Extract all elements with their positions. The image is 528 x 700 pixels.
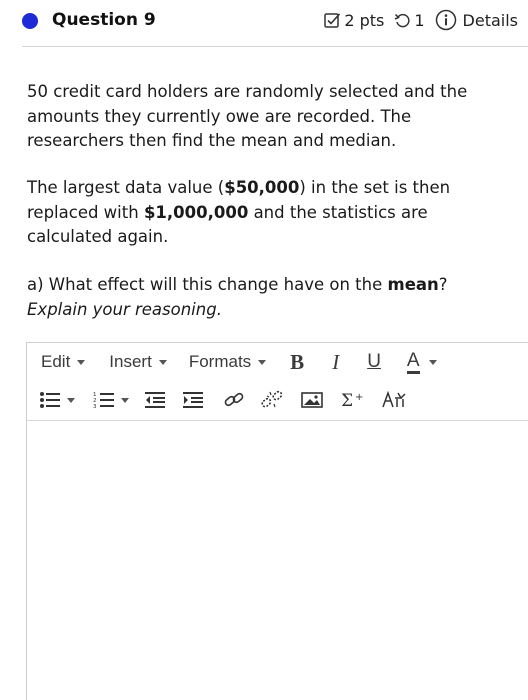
rtl-icon[interactable] bbox=[381, 390, 407, 410]
status-dot bbox=[22, 13, 38, 29]
editor-toolbar bbox=[27, 383, 528, 417]
prompt-qmark: ? bbox=[438, 275, 448, 294]
editor-menu-bar bbox=[27, 343, 528, 381]
p2-text-c: ) in the set is then replaced with bbox=[27, 178, 451, 222]
details-link[interactable]: Details bbox=[462, 10, 518, 30]
question-title: Question 9 bbox=[52, 10, 156, 30]
prompt-mean: mean bbox=[387, 275, 439, 294]
svg-text:3: 3 bbox=[93, 404, 97, 410]
numbered-list-icon[interactable] bbox=[93, 390, 115, 410]
p2-new-value: $1,000,000 bbox=[143, 202, 249, 222]
answer-text-area[interactable] bbox=[27, 421, 528, 700]
chevron-down-icon[interactable] bbox=[67, 398, 75, 403]
outdent-icon[interactable] bbox=[145, 391, 165, 409]
question-paragraph-1: 50 credit card holders are randomly selected and the amounts they currently owe are recorded. The researchers then find the mean and median. bbox=[27, 82, 468, 150]
bullet-list-icon[interactable] bbox=[39, 390, 61, 410]
question-paragraph-2 bbox=[27, 176, 497, 250]
question-meta bbox=[324, 9, 518, 31]
chevron-down-icon bbox=[77, 360, 85, 365]
underline-button[interactable]: U bbox=[367, 351, 381, 372]
font-color-button[interactable] bbox=[407, 351, 437, 374]
p2-text-a: The largest data value ( bbox=[27, 178, 225, 197]
info-icon[interactable] bbox=[435, 9, 457, 31]
chevron-down-icon bbox=[159, 360, 167, 365]
formats-menu[interactable] bbox=[189, 352, 266, 372]
italic-button[interactable]: I bbox=[332, 349, 340, 374]
points-label: 2 pts bbox=[344, 10, 385, 30]
font-color-label: A bbox=[407, 351, 420, 374]
checkbox-edit-icon bbox=[324, 12, 341, 29]
question-header bbox=[0, 0, 528, 46]
header-divider bbox=[22, 46, 528, 47]
svg-text:2: 2 bbox=[93, 398, 97, 404]
p2-text-e: and the statistics are calculated again. bbox=[27, 202, 428, 246]
image-icon[interactable] bbox=[301, 391, 323, 409]
chevron-down-icon[interactable] bbox=[121, 398, 129, 403]
equation-icon[interactable] bbox=[341, 390, 367, 410]
chevron-down-icon bbox=[429, 360, 437, 365]
attempts-count: 1 bbox=[414, 10, 425, 30]
link-icon[interactable] bbox=[223, 390, 245, 410]
svg-text:Σ: Σ bbox=[341, 391, 354, 410]
p2-old-value: $50,000 bbox=[224, 178, 300, 197]
edit-menu[interactable] bbox=[41, 352, 85, 372]
svg-text:+: + bbox=[355, 392, 364, 403]
edit-menu-label: Edit bbox=[41, 352, 71, 371]
rich-text-editor bbox=[26, 342, 528, 700]
unlink-icon[interactable] bbox=[261, 390, 283, 410]
formats-menu-label: Formats bbox=[188, 352, 252, 371]
question-prompt bbox=[27, 273, 497, 322]
retry-icon bbox=[394, 12, 411, 29]
bold-button[interactable]: B bbox=[290, 349, 305, 374]
prompt-explain: Explain your reasoning. bbox=[27, 299, 222, 319]
insert-menu-label: Insert bbox=[109, 352, 152, 371]
prompt-text-a: a) What effect will this change have on the bbox=[27, 275, 388, 294]
insert-menu[interactable] bbox=[109, 352, 167, 372]
chevron-down-icon bbox=[258, 360, 266, 365]
indent-icon[interactable] bbox=[183, 391, 203, 409]
svg-text:1: 1 bbox=[93, 392, 97, 398]
